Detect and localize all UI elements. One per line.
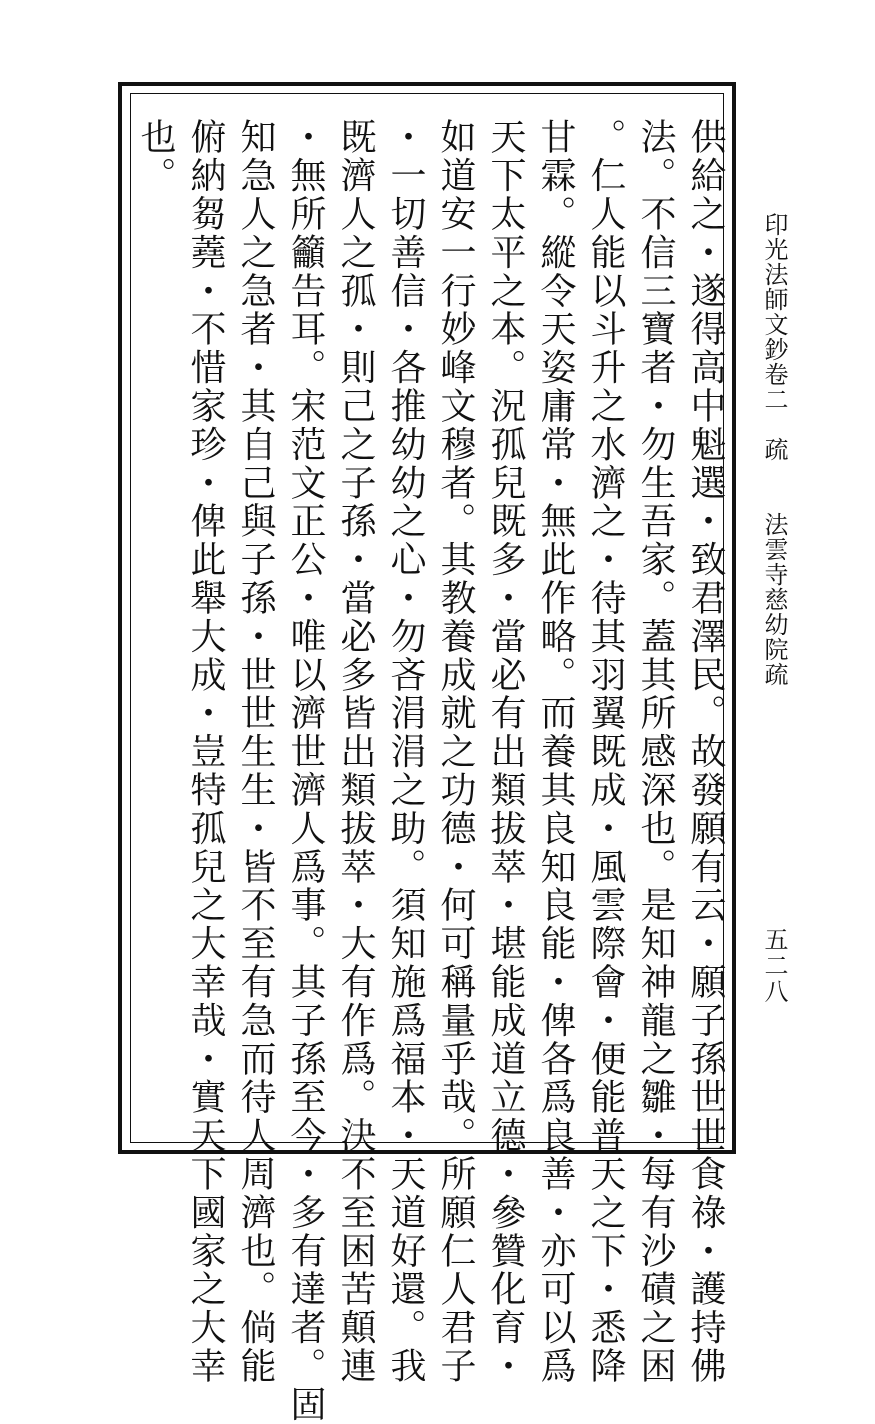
text-column-5: 天下太平之本。況孤兒既多・當必有出類拔萃・堪能成道立德・參贊化育・ <box>485 118 526 1386</box>
text-column-6: 如道安一行妙峰文穆者。其教養成就之功德・何可稱量乎哉。所願仁人君子 <box>435 118 476 1386</box>
text-column-9: ・無所籲告耳。宋范文正公・唯以濟世濟人爲事。其子孫至今・多有達者。固 <box>285 118 326 1424</box>
text-column-10: 知急人之急者・其自己與子孫・世世生生・皆不至有急而待人周濟也。倘能 <box>235 118 276 1386</box>
text-column-2: 法。不信三寶者・勿生吾家。蓋其所感深也。是知神龍之雛・每有沙磧之困 <box>635 118 676 1386</box>
text-column-1: 供給之・遂得高中魁選・致君澤民。故發願有云・願子孫世世食祿・護持佛 <box>685 118 726 1386</box>
text-column-3: 。仁人能以斗升之水濟之・待其羽翼既成・風雲際會・便能普天之下・悉降 <box>585 118 626 1386</box>
page-number: 五二八 <box>760 927 788 1005</box>
text-column-8: 既濟人之孤・則己之子孫・當必多皆出類拔萃・大有作爲。決不至困苦顛連 <box>335 118 376 1386</box>
text-column-7: ・一切善信・各推幼幼之心・勿吝涓涓之助。須知施爲福本・天道好還。我 <box>385 118 426 1386</box>
text-column-12: 也。 <box>135 118 176 195</box>
running-title: 印光法師文鈔卷二 疏 法雲寺慈幼院疏 <box>760 212 788 687</box>
text-column-11: 俯納芻蕘・不惜家珍・俾此舉大成・豈特孤兒之大幸哉・實天下國家之大幸 <box>185 118 226 1386</box>
text-column-4: 甘霖。縱令天姿庸常・無此作略。而養其良知良能・俾各爲良善・亦可以爲 <box>535 118 576 1386</box>
